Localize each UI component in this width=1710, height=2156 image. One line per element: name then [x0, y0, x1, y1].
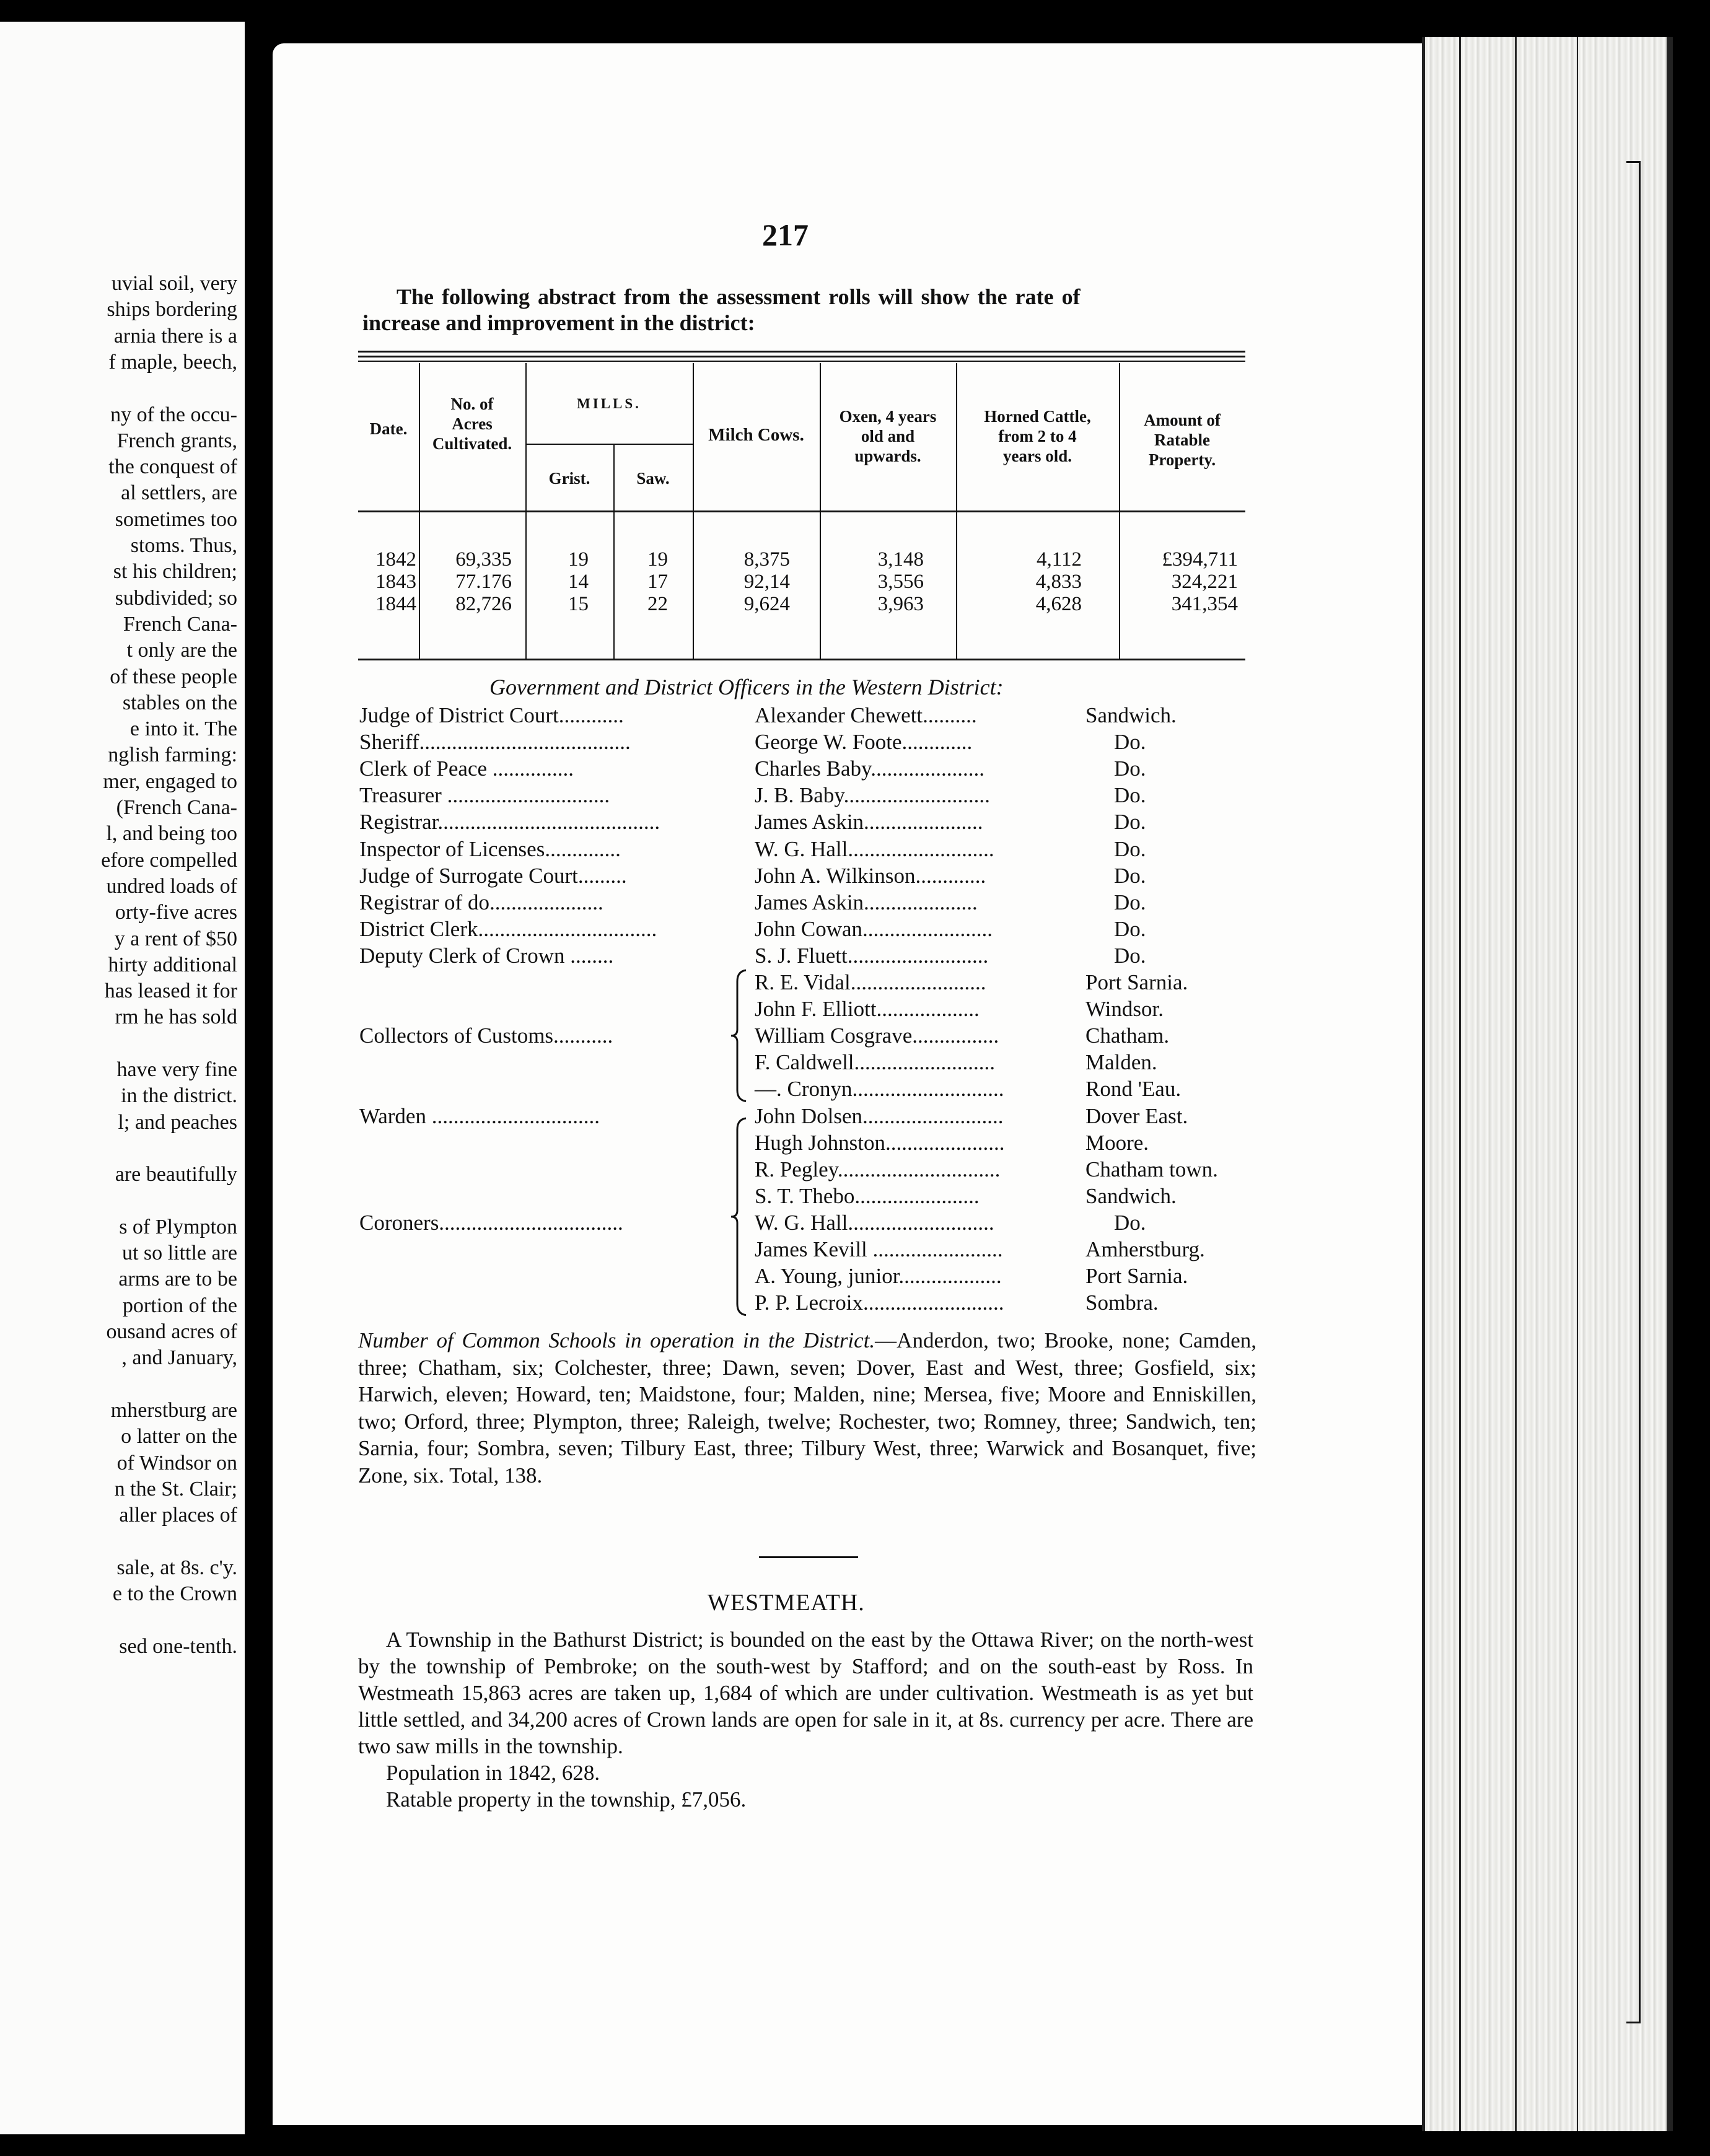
- coroner-place: Port Sarnia.: [1085, 1264, 1188, 1289]
- officer-name: George W. Foote.............: [755, 730, 973, 755]
- officer-title: Inspector of Licenses..............: [359, 836, 621, 861]
- left-page-line: French Cana-: [123, 612, 237, 636]
- left-page-line: (French Cana-: [116, 796, 237, 819]
- table-cell-oxen: 3,148: [877, 548, 924, 571]
- left-page-line: e to the Crown: [112, 1582, 237, 1605]
- left-page-line: French grants,: [116, 429, 237, 452]
- customs-collector-place: Rond 'Eau.: [1085, 1077, 1182, 1102]
- table-cell-horned: 4,112: [1036, 548, 1082, 571]
- left-page-line: arnia there is a: [113, 324, 237, 348]
- left-page-line: , and January,: [121, 1346, 237, 1370]
- officer-title: Collectors of Customs...........: [359, 1023, 613, 1048]
- table-cell-amount: £394,711: [1162, 548, 1238, 571]
- coroner-place: Do.: [1114, 1210, 1146, 1235]
- left-page-line: hirty additional: [108, 953, 237, 976]
- customs-collector-name: John F. Elliott...................: [755, 997, 980, 1022]
- left-page-line: y a rent of $50: [114, 927, 237, 950]
- officer-name: Charles Baby.....................: [755, 756, 985, 781]
- left-page-line: al settlers, are: [121, 481, 237, 505]
- header-oxen: Oxen, 4 years old and upwards.: [839, 407, 937, 465]
- officer-title: Registrar of do.....................: [359, 890, 603, 914]
- table-cell-saw: 22: [647, 593, 668, 615]
- left-page-line: l, and being too: [106, 822, 237, 846]
- westmeath-section: [358, 1626, 1253, 1813]
- left-page-line: stoms. Thus,: [130, 534, 237, 557]
- page-edges: [1422, 37, 1673, 2131]
- coroner-name: R. Pegley..............................: [755, 1157, 1001, 1181]
- officer-title: District Clerk.................................: [359, 916, 657, 941]
- table-cell-amount: 324,221: [1171, 571, 1238, 593]
- officer-place: Do.: [1114, 756, 1146, 781]
- left-page-line: of Windsor on: [116, 1451, 237, 1475]
- left-page-line: ny of the occu-: [110, 403, 237, 426]
- officer-place: Do.: [1114, 783, 1146, 808]
- left-page-line: o latter on the: [121, 1425, 237, 1448]
- left-page-line: has leased it for: [104, 979, 237, 1003]
- left-page-line: s of Plympton: [119, 1215, 237, 1238]
- officer-place: Dover East.: [1085, 1103, 1188, 1128]
- officer-place: Do.: [1114, 943, 1146, 968]
- coroner-name: James Kevill ........................: [755, 1237, 1003, 1261]
- intro-text-line-1: The following abstract from the assessment rolls will show the rate of: [397, 284, 1081, 309]
- officer-title: Warden ...............................: [359, 1103, 600, 1128]
- officer-name: James Askin.....................: [755, 890, 978, 914]
- table-cell-acres: 82,726: [455, 593, 512, 615]
- officer-title: Coroners..................................: [359, 1210, 623, 1235]
- left-page-line: arms are to be: [118, 1268, 237, 1291]
- left-page-line: the conquest of: [108, 455, 237, 479]
- table-cell-acres: 69,335: [455, 548, 512, 571]
- table-cell-milch: 92,14: [743, 571, 790, 593]
- customs-collector-place: Port Sarnia.: [1085, 970, 1188, 994]
- officer-name: Alexander Chewett..........: [755, 703, 977, 727]
- table-cell-date: 1844: [375, 593, 416, 615]
- left-page-line: ousand acres of: [106, 1320, 237, 1343]
- officer-place: Do.: [1114, 863, 1146, 888]
- schools-text: —Anderdon, two; Brooke, none; Camden, three; Chatham, six; Colchester, three; Dawn, seven; Dover, East and West, three; Gosfield, six; Harwich, eleven; Howard, ten; Maidstone, four; Malden, nine; Mersea, five; Moore and Enniskillen, two; Orford, three; Plympton, three; Raleigh, twelve; Rochester, two; Romney, three; Sandwich, ten; Sarnia, four; Sombra, seven; Tilbury East, three; Tilbury West, three; Warwick and Bosanquet, five; Zone, six. Total, 138.: [358, 1328, 1256, 1488]
- page-number: 217: [762, 217, 809, 252]
- table-cell-saw: 19: [647, 548, 668, 571]
- customs-collector-name: R. E. Vidal.........................: [755, 970, 986, 994]
- table-cell-horned: 4,628: [1035, 593, 1082, 615]
- table-cell-date: 1842: [375, 548, 416, 571]
- left-page-line: ut so little are: [121, 1242, 237, 1265]
- edge-line: [1422, 37, 1425, 2131]
- officer-title: Judge of District Court............: [359, 703, 624, 727]
- table-cell-grist: 15: [568, 593, 589, 615]
- edge-line: [1459, 37, 1461, 2131]
- header-mills: MILLS.: [577, 396, 641, 411]
- officer-name: John Cowan........................: [755, 916, 993, 941]
- customs-collector-place: Windsor.: [1085, 997, 1164, 1022]
- officer-name: W. G. Hall...........................: [755, 836, 994, 861]
- intro-text-line-2: increase and improvement in the district:: [362, 310, 755, 335]
- officer-name: J. B. Baby...........................: [755, 783, 990, 808]
- westmeath-population: Population in 1842, 628.: [386, 1761, 600, 1785]
- officer-title: Clerk of Peace ...............: [359, 756, 574, 781]
- officer-name: John A. Wilkinson.............: [755, 863, 986, 888]
- table-rule-top-3: [358, 361, 1245, 362]
- left-page-line: rm he has sold: [115, 1006, 237, 1029]
- left-page-line: have very fine: [116, 1058, 237, 1081]
- left-page-line: subdivided; so: [115, 586, 237, 610]
- coroners-brace: [730, 1117, 748, 1323]
- officer-title: Treasurer ..............................: [359, 783, 610, 808]
- officer-title: Registrar.........................................: [359, 810, 660, 835]
- table-cell-milch: 8,375: [743, 548, 790, 571]
- schools-paragraph: [358, 1327, 1256, 1489]
- left-page-line: n the St. Clair;: [114, 1477, 237, 1501]
- officers-heading: Government and District Officers in the Western District:: [489, 675, 1004, 699]
- left-page-line: stables on the: [122, 691, 237, 714]
- left-page-line: sed one-tenth.: [119, 1634, 237, 1658]
- header-date: Date.: [369, 419, 408, 438]
- left-page-line: sale, at 8s. c'y.: [116, 1556, 237, 1579]
- table-cell-oxen: 3,963: [877, 593, 924, 615]
- mills-rule: [525, 444, 693, 445]
- customs-collector-name: —. Cronyn............................: [755, 1077, 1004, 1102]
- table-rule-bottom: [358, 659, 1245, 660]
- customs-collector-name: F. Caldwell..........................: [755, 1050, 996, 1075]
- left-page-line: nglish farming:: [108, 743, 237, 767]
- coroner-name: W. G. Hall...........................: [755, 1210, 994, 1235]
- left-page-line: aller places of: [119, 1504, 237, 1527]
- table-cell-amount: 341,354: [1171, 593, 1238, 615]
- left-page-line: uvial soil, very: [111, 272, 237, 295]
- header-acres: No. of Acres Cultivated.: [432, 395, 512, 453]
- header-milch-cows: Milch Cows.: [708, 425, 804, 445]
- left-page-line: portion of the: [122, 1294, 237, 1317]
- officer-place: Do.: [1114, 730, 1146, 755]
- left-page-line: sometimes too: [115, 507, 237, 531]
- header-grist: Grist.: [548, 469, 590, 488]
- schools-lead: Number of Common Schools in operation in the District.: [358, 1328, 875, 1352]
- officer-place: Do.: [1114, 890, 1146, 914]
- left-page-line: st his children;: [113, 560, 237, 584]
- left-page-line: of these people: [110, 665, 237, 688]
- officer-title: Deputy Clerk of Crown ........: [359, 943, 614, 968]
- left-page-line: t only are the: [126, 639, 237, 662]
- westmeath-title: WESTMEATH.: [708, 1590, 865, 1616]
- left-page-line: f maple, beech,: [108, 350, 237, 374]
- section-separator: [759, 1556, 858, 1558]
- officer-place: Do.: [1114, 836, 1146, 861]
- officer-place: Do.: [1114, 810, 1146, 835]
- edge-line: [1515, 37, 1517, 2131]
- left-page-line: in the district.: [121, 1084, 237, 1108]
- coroner-name: S. T. Thebo.......................: [755, 1183, 980, 1208]
- coroner-name: Hugh Johnston......................: [755, 1130, 1005, 1155]
- officer-name: S. J. Fluett..........................: [755, 943, 989, 968]
- westmeath-ratable-property: Ratable property in the township, £7,056.: [386, 1787, 747, 1812]
- officer-place: Sandwich.: [1085, 703, 1177, 727]
- coroner-place: Amherstburg.: [1085, 1237, 1205, 1261]
- table-cell-milch: 9,624: [743, 593, 790, 615]
- officer-title: Judge of Surrogate Court.........: [359, 863, 627, 888]
- left-page-line: efore compelled: [101, 848, 237, 872]
- left-page-line: ships bordering: [107, 298, 237, 322]
- coroner-name: P. P. Lecroix..........................: [755, 1291, 1004, 1315]
- coroner-place: Moore.: [1085, 1130, 1149, 1155]
- officer-name: James Askin......................: [755, 810, 983, 835]
- coroner-place: Chatham town.: [1085, 1157, 1218, 1181]
- coroner-place: Sandwich.: [1085, 1183, 1177, 1208]
- table-rule-top: [358, 351, 1245, 353]
- header-horned-cattle: Horned Cattle, from 2 to 4 years old.: [984, 407, 1091, 465]
- left-page-line: undred loads of: [106, 874, 237, 898]
- westmeath-description: A Township in the Bathurst District; is bounded on the east by the Ottawa River; on the north-west by the township of Pembroke; on the south-west by Stafford; and on the south-east by Ross. In Westmeath 15,863 acres are taken up, 1,684 of which are under cultivation. Westmeath is as yet but little settled, and 34,200 acres of Crown lands are open for sale in it, at 8s. currency per acre. There are two saw mills in the township.: [358, 1628, 1253, 1758]
- left-page-line: are beautifully: [115, 1163, 237, 1186]
- left-page-line: l; and peaches: [118, 1110, 237, 1134]
- left-page-line: e into it. The: [129, 717, 237, 741]
- officer-place: Do.: [1114, 916, 1146, 941]
- customs-collector-place: Malden.: [1085, 1050, 1157, 1075]
- header-amount: Amount of Ratable Property.: [1144, 411, 1221, 469]
- table-rule-top-2: [358, 356, 1245, 357]
- left-page-line: mer, engaged to: [103, 769, 237, 793]
- table-cell-grist: 19: [568, 548, 589, 571]
- table-cell-acres: 77.176: [455, 571, 512, 593]
- header-saw: Saw.: [636, 469, 670, 488]
- left-facing-page: [0, 22, 245, 2134]
- coroner-place: Sombra.: [1085, 1291, 1159, 1315]
- assessment-table: [358, 351, 1245, 660]
- customs-collector-place: Chatham.: [1085, 1023, 1170, 1048]
- table-cell-saw: 17: [647, 571, 668, 593]
- edge-line: [1667, 37, 1673, 2131]
- edge-line: [1577, 37, 1578, 2131]
- customs-brace: [730, 969, 748, 1109]
- table-rule-header: [358, 511, 1245, 512]
- coroner-name: A. Young, junior...................: [755, 1264, 1002, 1289]
- table-cell-horned: 4,833: [1035, 571, 1082, 593]
- left-page-line: orty-five acres: [115, 901, 237, 924]
- left-page-line: mherstburg are: [110, 1398, 237, 1422]
- table-cell-grist: 14: [568, 571, 589, 593]
- page-clip: [1626, 161, 1641, 2023]
- table-cell-date: 1843: [375, 571, 416, 593]
- table-cell-oxen: 3,556: [877, 571, 924, 593]
- officer-name: John Dolsen..........................: [755, 1103, 1004, 1128]
- officer-title: Sheriff.......................................: [359, 730, 631, 755]
- customs-collector-name: William Cosgrave................: [755, 1023, 999, 1048]
